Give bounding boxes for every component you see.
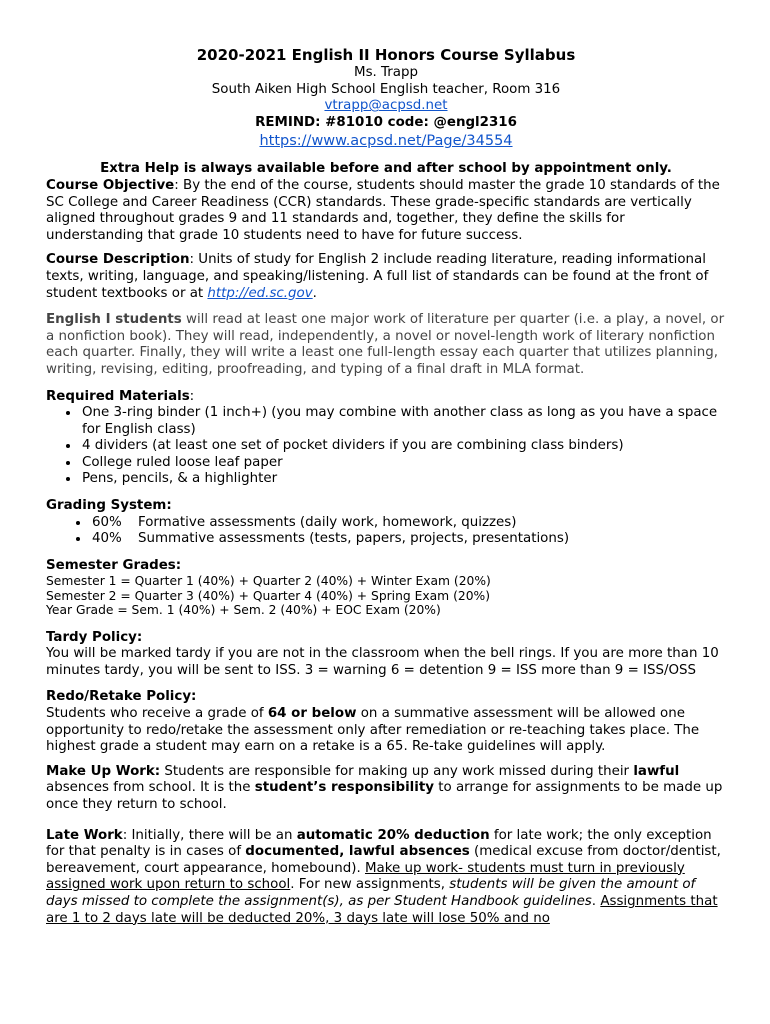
syllabus-header: [46, 46, 726, 151]
list-item: • Pens, pencils, & a highlighter: [80, 471, 726, 488]
course-objective: [46, 178, 726, 244]
extra-help-note: Extra Help is always available before and after school by appointment only.: [100, 161, 672, 177]
tardy-policy-text: You will be marked tardy if you are not in the classroom when the bell rings. If you are more than 10 minutes tardy, you will be sent to ISS. 3 = warning 6 = detention 9 = ISS more than 9 = ISS/OSS: [46, 646, 719, 678]
syllabus-page: [46, 46, 726, 927]
list-item: • 4 dividers (at least one set of pocket dividers if you are combining class binders): [80, 438, 726, 455]
required-materials-list: [46, 405, 726, 488]
school-info: South Aiken High School English teacher, Room 316: [211, 81, 561, 97]
syllabus-title: 2020-2021 English II Honors Course Syllabus: [196, 46, 576, 64]
english-students-label: English I students: [46, 312, 182, 328]
late-work-label: Late Work: [46, 827, 123, 843]
tardy-policy-heading: Tardy Policy:: [46, 629, 143, 645]
grading-system-list: [46, 515, 726, 548]
semester-2-formula: Semester 2 = Quarter 3 (40%) + Quarter 4 (40%) + Spring Exam (20%): [46, 588, 490, 603]
redo-policy-text: Students who receive a grade of 64 or below on a summative assessment will be allowed one opportunity to redo/retake the assessment only after remediation or re-teaching takes place. The highest grade a student may earn on a retake is a 65. Re-take guidelines will apply.: [46, 706, 700, 755]
list-item: • 60% Formative assessments (daily work, homework, quizzes): [90, 515, 726, 532]
course-description-label: Course Description: [46, 252, 190, 268]
grading-system-heading: Grading System:: [46, 498, 172, 514]
course-description: Course Description: Units of study for English 2 include reading literature, reading informational texts, writing, language, and speaking/listening. A full list of standards can be found at the front of student textbooks or at http://ed.sc.gov.: [46, 252, 709, 301]
semester-grades-heading: Semester Grades:: [46, 557, 182, 573]
redo-policy-heading: Redo/Retake Policy:: [46, 689, 197, 705]
list-item: • 40% Summative assessments (tests, papers, projects, presentations): [90, 531, 726, 548]
make-up-work-paragraph: Make Up Work: Students are responsible for making up any work missed during their lawful absences from school. It is the student’s responsibility to arrange for assignments to be made up once they return to school.: [46, 763, 723, 812]
list-item: • One 3-ring binder (1 inch+) (you may combine with another class as long as you have a space for English class): [80, 405, 726, 438]
late-work-paragraph: Late Work: Initially, there will be an automatic 20% deduction for late work; the only exception for that penalty is in cases of documented, lawful absences (medical excuse from doctor/dentist, bereavement, court appearance, homebound). Make up work- students must turn in previously assigned work upon return to school. For new assignments, students will be given the amount of days missed to complete the assignment(s), as per Student Handbook guidelines. Assignments that are 1 to 2 days late will be deducted 20%, 3 days late will lose 50% and no: [46, 827, 721, 926]
teacher-email-link[interactable]: vtrapp@acpsd.net: [324, 98, 448, 114]
semester-grades-lines: [46, 574, 726, 617]
course-objective-label: Course Objective: [46, 177, 175, 193]
make-up-work-label: Make Up Work:: [46, 763, 161, 779]
semester-1-formula: Semester 1 = Quarter 1 (40%) + Quarter 2 (40%) + Winter Exam (20%): [46, 574, 491, 589]
list-item: • College ruled loose leaf paper: [80, 455, 726, 472]
english-students-paragraph: English I students will read at least one major work of literature per quarter (i.e. a play, a novel, or a nonfiction book). They will read, independently, a novel or novel-length work of literary nonfiction each quarter. Finally, they will write a least one full-length essay each quarter that utilizes planning, writing, revising, editing, proofreading, and typing of a final draft in MLA format.: [46, 312, 725, 377]
sc-ed-link[interactable]: http://ed.sc.gov: [207, 285, 313, 301]
class-website-link[interactable]: https://www.acpsd.net/Page/34554: [259, 133, 513, 150]
teacher-name: Ms. Trapp: [354, 65, 418, 80]
remind-code: REMIND: #81010 code: @engl2316: [255, 114, 517, 130]
course-objective-text: : By the end of the course, students should master the grade 10 standards of the SC College and Career Readiness (CCR) standards. These grade-specific standards are vertically aligned throughout grades 9 and 11 standards and, together, they define the skills for understanding that grade 10 students need to have for future success.: [46, 177, 720, 243]
year-grade-formula: Year Grade = Sem. 1 (40%) + Sem. 2 (40%) + EOC Exam (20%): [46, 603, 441, 618]
required-materials-heading: Required Materials:: [46, 388, 195, 404]
